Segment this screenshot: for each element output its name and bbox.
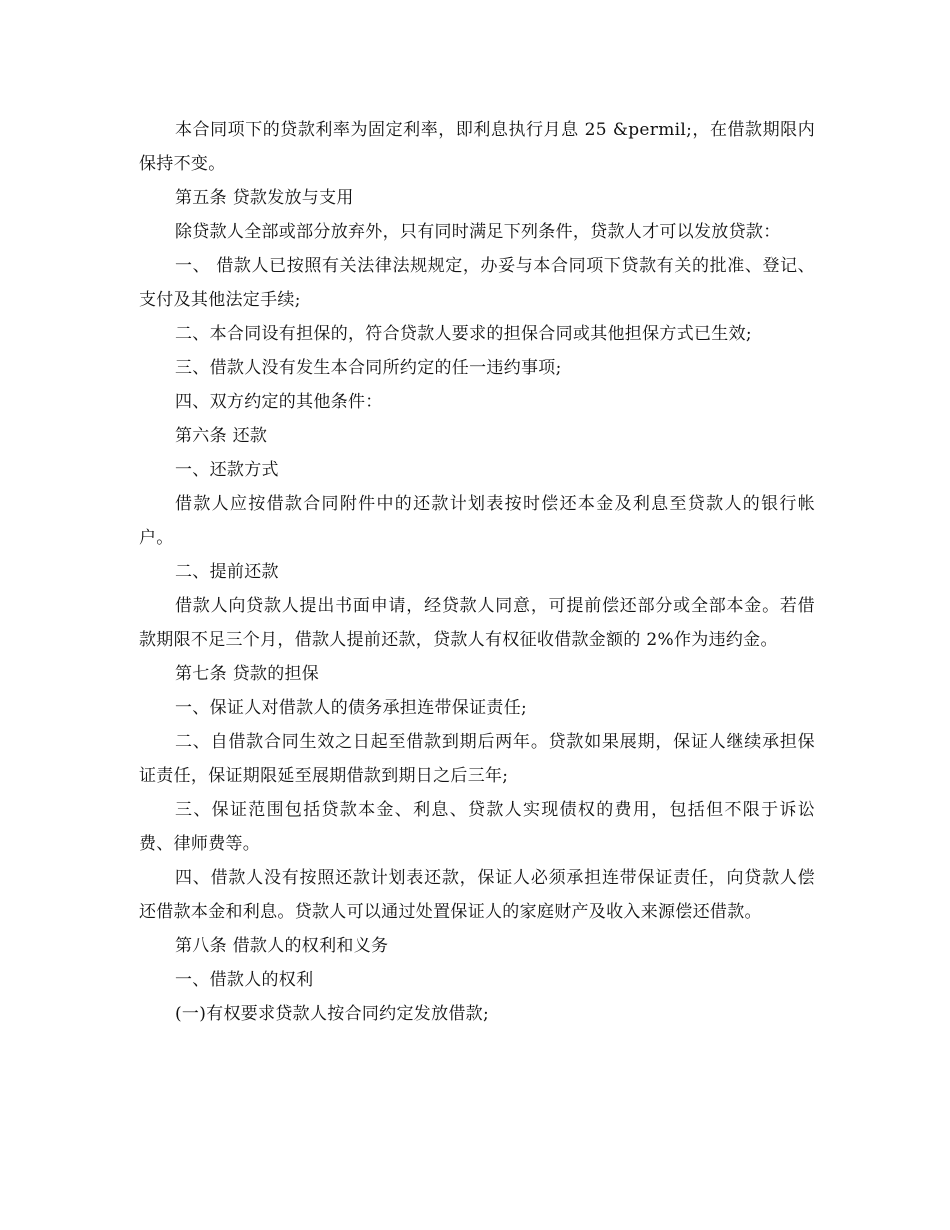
paragraph-guarantee-1: 一、保证人对借款人的债务承担连带保证责任; (175, 698, 528, 718)
heading-article-8: 第八条 借款人的权利和义务 (175, 936, 389, 956)
paragraph-condition-3: 三、借款人没有发生本合同所约定的任一违约事项; (175, 358, 562, 378)
paragraph-right-1: (一)有权要求贷款人按合同约定发放借款; (175, 1004, 489, 1024)
paragraph-condition-4: 四、双方约定的其他条件： (175, 392, 383, 412)
paragraph-disbursement-conditions: 除贷款人全部或部分放弃外，只有同时满足下列条件，贷款人才可以发放贷款： (175, 222, 781, 242)
paragraph-guarantee-3: 三、保证范围包括贷款本金、利息、贷款人实现债权的费用，包括但不限于诉讼费、律师费等。 (139, 800, 815, 854)
paragraph-early-repayment: 借款人向贷款人提出书面申请，经贷款人同意，可提前偿还部分或全部本金。若借款期限不足三个月，借款人提前还款，贷款人有权征收借款金额的 2%作为违约金。 (139, 596, 815, 650)
subheading-borrower-rights: 一、借款人的权利 (175, 970, 314, 990)
subheading-early-repayment: 二、提前还款 (175, 562, 279, 582)
subheading-repayment-method: 一、还款方式 (175, 460, 279, 480)
paragraph-repayment-method: 借款人应按借款合同附件中的还款计划表按时偿还本金及利息至贷款人的银行帐户。 (139, 494, 815, 548)
paragraph-condition-1: 一、 借款人已按照有关法律法规规定，办妥与本合同项下贷款有关的批准、登记、支付及其他法定手续; (139, 256, 815, 310)
heading-article-6: 第六条 还款 (175, 426, 268, 446)
paragraph-condition-2: 二、本合同设有担保的，符合贷款人要求的担保合同或其他担保方式已生效; (175, 324, 752, 344)
document-body (139, 113, 815, 1031)
heading-article-5: 第五条 贷款发放与支用 (175, 188, 354, 208)
heading-article-7: 第七条 贷款的担保 (175, 664, 320, 684)
paragraph-guarantee-2: 二、自借款合同生效之日起至借款到期后两年。贷款如果展期，保证人继续承担保证责任，保证期限延至展期借款到期日之后三年; (139, 732, 815, 786)
paragraph-guarantee-4: 四、借款人没有按照还款计划表还款，保证人必须承担连带保证责任，向贷款人偿还借款本金和利息。贷款人可以通过处置保证人的家庭财产及收入来源偿还借款。 (139, 868, 815, 922)
paragraph-interest-rate: 本合同项下的贷款利率为固定利率，即利息执行月息 25 &permil;，在借款期限内保持不变。 (139, 120, 815, 174)
